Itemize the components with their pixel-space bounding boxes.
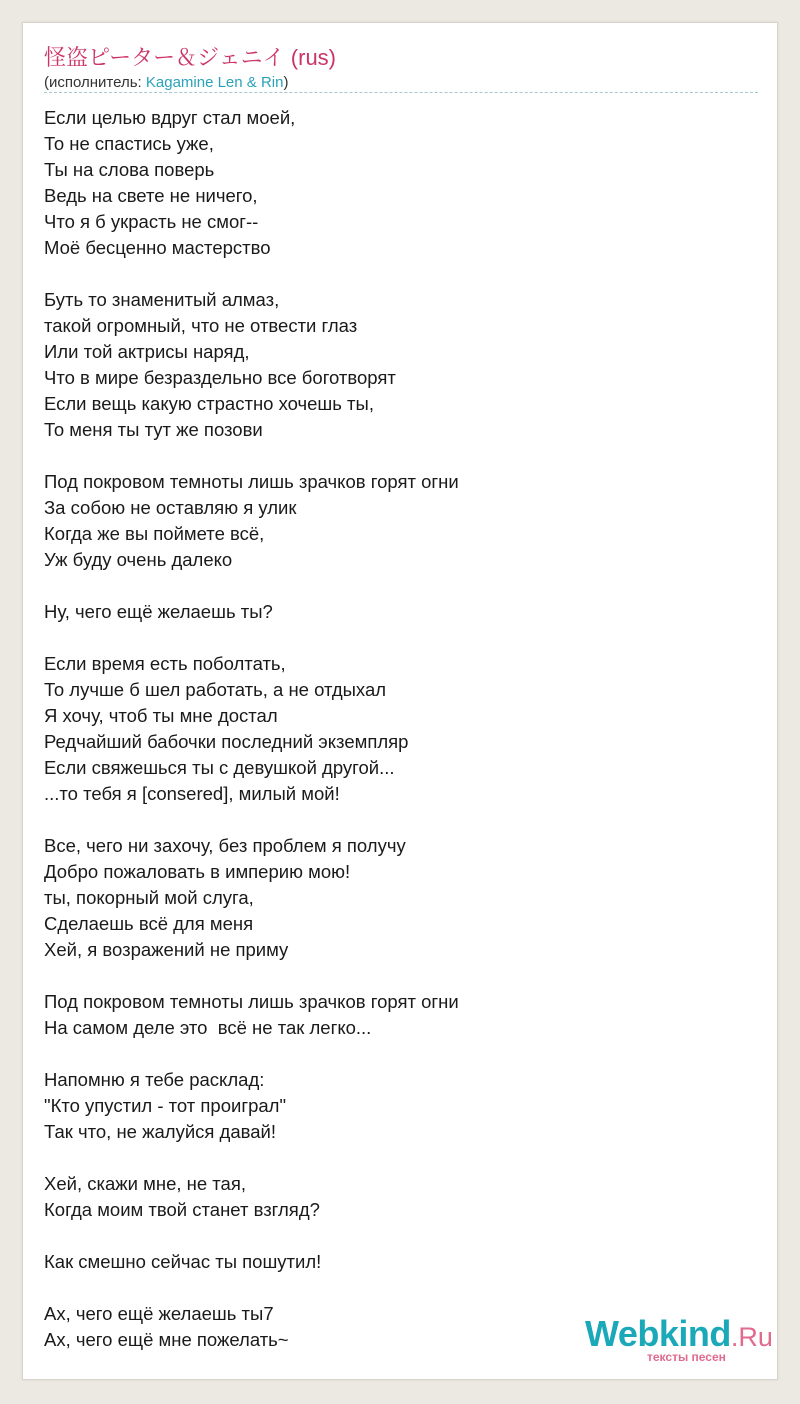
lyric-line: Под покровом темноты лишь зрачков горят огни <box>44 991 459 1012</box>
lyric-line: Редчайший бабочки последний экземпляр <box>44 731 409 752</box>
lyric-line: Если целью вдруг стал моей, <box>44 107 296 128</box>
lyric-line: Как смешно сейчас ты пошутил! <box>44 1251 322 1272</box>
lyric-line: Если вещь какую страстно хочешь ты, <box>44 393 374 414</box>
lyric-line: "Кто упустил - тот проиграл" <box>44 1095 287 1116</box>
lyric-line: Ах, чего ещё желаешь ты7 <box>44 1303 274 1324</box>
lyrics-stanza <box>44 1171 758 1223</box>
lyric-line: Так что, не жалуйся давай! <box>44 1121 277 1142</box>
lyric-line: Ты на слова поверь <box>44 159 215 180</box>
lyrics-stanza <box>44 651 758 807</box>
lyric-line: Сделаешь всё для меня <box>44 913 254 934</box>
logo-brand: Webkind <box>585 1313 731 1354</box>
performer-suffix: ) <box>283 74 289 91</box>
lyric-line: То не спастись уже, <box>44 133 214 154</box>
lyric-line: ...то тебя я [consered], милый мой! <box>44 783 340 804</box>
lyric-line: Если время есть поболтать, <box>44 653 286 674</box>
lyrics-stanza <box>44 105 758 261</box>
lyrics-stanza <box>44 469 758 573</box>
lyric-line: Хей, я возражений не приму <box>44 939 289 960</box>
lyric-line: За собою не оставляю я улик <box>44 497 297 518</box>
lyric-line: Или той актрисы наряд, <box>44 341 250 362</box>
performer-prefix: (исполнитель: <box>44 74 146 91</box>
lyric-line: Когда же вы поймете всё, <box>44 523 265 544</box>
lyrics-body <box>44 105 758 1379</box>
lyrics-card <box>22 22 778 1380</box>
lyric-line: То лучше б шел работать, а не отдыхал <box>44 679 387 700</box>
lyric-line: Все, чего ни захочу, без проблем я получу <box>44 835 406 856</box>
webkind-logo[interactable] <box>585 1313 775 1364</box>
lyrics-stanza <box>44 833 758 963</box>
lyric-line: Буть то знаменитый алмаз, <box>44 289 280 310</box>
lyrics-stanza <box>44 989 758 1041</box>
lyric-line: На самом деле это всё не так легко... <box>44 1017 372 1038</box>
performer-line <box>44 74 288 92</box>
lyric-line: Добро пожаловать в империю мою! <box>44 861 351 882</box>
lyric-line: Под покровом темноты лишь зрачков горят огни <box>44 471 459 492</box>
lyric-line: Ну, чего ещё желаешь ты? <box>44 601 273 622</box>
artist-link[interactable]: Kagamine Len & Rin <box>145 74 284 91</box>
lyrics-stanza <box>44 1249 758 1275</box>
lyric-line: Когда моим твой станет взгляд? <box>44 1199 320 1220</box>
lyric-line: Что я б украсть не смог-- <box>44 211 259 232</box>
lyric-line: То меня ты тут же позови <box>44 419 263 440</box>
lyric-line: Напомню я тебе расклад: <box>44 1069 265 1090</box>
lyrics-stanza <box>44 1067 758 1145</box>
lyrics-stanza <box>44 287 758 443</box>
header-divider <box>44 92 758 93</box>
lyric-line: Я хочу, чтоб ты мне достал <box>44 705 278 726</box>
lyrics-stanza <box>44 599 758 625</box>
lyric-line: Если свяжешься ты с девушкой другой... <box>44 757 395 778</box>
lyric-line: ты, покорный мой слуга, <box>44 887 254 908</box>
lyric-line: такой огромный, что не отвести глаз <box>44 315 358 336</box>
lyric-line: Ведь на свете не ничего, <box>44 185 258 206</box>
logo-tld: .Ru <box>730 1322 773 1352</box>
lyric-line: Ах, чего ещё мне пожелать~ <box>44 1329 289 1350</box>
lyric-line: Уж буду очень далеко <box>44 549 233 570</box>
lyric-line: Моё бесценно мастерство <box>44 237 271 258</box>
logo-tagline: тексты песен <box>647 1350 726 1364</box>
song-title: 怪盗ピーター＆ジェニイ (rus) <box>44 45 337 70</box>
lyric-line: Хей, скажи мне, не тая, <box>44 1173 246 1194</box>
lyric-line: Что в мире безраздельно все боготворят <box>44 367 396 388</box>
